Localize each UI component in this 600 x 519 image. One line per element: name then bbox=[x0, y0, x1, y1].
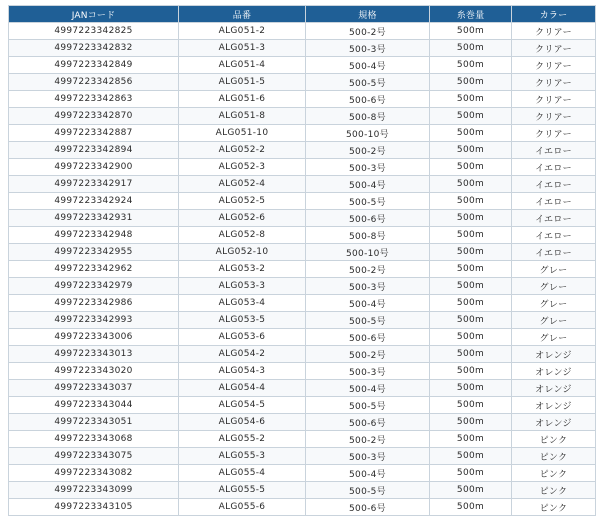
part-number-cell: ALG051-8 bbox=[179, 108, 306, 125]
spool-length-cell: 500m bbox=[430, 74, 512, 91]
jan-code-cell: 4997223343051 bbox=[9, 414, 179, 431]
color-cell: ピンク bbox=[512, 431, 596, 448]
color-cell: クリアー bbox=[512, 108, 596, 125]
part-number-cell: ALG054-3 bbox=[179, 363, 306, 380]
spool-length-cell: 500m bbox=[430, 346, 512, 363]
table-row bbox=[9, 397, 596, 414]
color-cell: クリアー bbox=[512, 57, 596, 74]
spool-length-cell: 500m bbox=[430, 312, 512, 329]
jan-code-cell: 4997223343020 bbox=[9, 363, 179, 380]
color-cell: イエロー bbox=[512, 244, 596, 261]
table-row bbox=[9, 278, 596, 295]
part-number-cell: ALG053-2 bbox=[179, 261, 306, 278]
part-number-cell: ALG054-6 bbox=[179, 414, 306, 431]
color-cell: クリアー bbox=[512, 91, 596, 108]
color-cell: ピンク bbox=[512, 448, 596, 465]
spec-cell: 500-3号 bbox=[306, 159, 430, 176]
spec-cell: 500-10号 bbox=[306, 125, 430, 142]
jan-code-cell: 4997223342948 bbox=[9, 227, 179, 244]
part-number-cell: ALG053-6 bbox=[179, 329, 306, 346]
header-color: カラー bbox=[512, 6, 596, 23]
color-cell: オレンジ bbox=[512, 380, 596, 397]
jan-code-cell: 4997223343068 bbox=[9, 431, 179, 448]
part-number-cell: ALG054-5 bbox=[179, 397, 306, 414]
spec-cell: 500-3号 bbox=[306, 448, 430, 465]
table-row bbox=[9, 40, 596, 57]
spec-cell: 500-2号 bbox=[306, 346, 430, 363]
spec-cell: 500-8号 bbox=[306, 227, 430, 244]
table-header bbox=[9, 6, 596, 23]
spec-cell: 500-3号 bbox=[306, 363, 430, 380]
table-row bbox=[9, 482, 596, 499]
jan-code-cell: 4997223342894 bbox=[9, 142, 179, 159]
part-number-cell: ALG053-4 bbox=[179, 295, 306, 312]
spec-cell: 500-4号 bbox=[306, 465, 430, 482]
jan-code-cell: 4997223342993 bbox=[9, 312, 179, 329]
spool-length-cell: 500m bbox=[430, 448, 512, 465]
part-number-cell: ALG052-8 bbox=[179, 227, 306, 244]
spec-cell: 500-2号 bbox=[306, 261, 430, 278]
jan-code-cell: 4997223342849 bbox=[9, 57, 179, 74]
product-spec-table bbox=[8, 5, 596, 516]
table-row bbox=[9, 448, 596, 465]
color-cell: オレンジ bbox=[512, 414, 596, 431]
spool-length-cell: 500m bbox=[430, 159, 512, 176]
color-cell: イエロー bbox=[512, 227, 596, 244]
header-jan-code: JANコード bbox=[9, 6, 179, 23]
jan-code-cell: 4997223342955 bbox=[9, 244, 179, 261]
spec-cell: 500-5号 bbox=[306, 193, 430, 210]
spool-length-cell: 500m bbox=[430, 142, 512, 159]
part-number-cell: ALG055-6 bbox=[179, 499, 306, 516]
jan-code-cell: 4997223342870 bbox=[9, 108, 179, 125]
spool-length-cell: 500m bbox=[430, 278, 512, 295]
part-number-cell: ALG051-5 bbox=[179, 74, 306, 91]
part-number-cell: ALG055-5 bbox=[179, 482, 306, 499]
table-row bbox=[9, 465, 596, 482]
jan-code-cell: 4997223342900 bbox=[9, 159, 179, 176]
table-row bbox=[9, 499, 596, 516]
color-cell: イエロー bbox=[512, 176, 596, 193]
spool-length-cell: 500m bbox=[430, 482, 512, 499]
spool-length-cell: 500m bbox=[430, 363, 512, 380]
jan-code-cell: 4997223343037 bbox=[9, 380, 179, 397]
part-number-cell: ALG052-5 bbox=[179, 193, 306, 210]
spec-cell: 500-3号 bbox=[306, 40, 430, 57]
part-number-cell: ALG055-3 bbox=[179, 448, 306, 465]
spec-cell: 500-8号 bbox=[306, 108, 430, 125]
jan-code-cell: 4997223342924 bbox=[9, 193, 179, 210]
spool-length-cell: 500m bbox=[430, 465, 512, 482]
table-row bbox=[9, 431, 596, 448]
part-number-cell: ALG055-4 bbox=[179, 465, 306, 482]
table-row bbox=[9, 244, 596, 261]
spec-cell: 500-6号 bbox=[306, 499, 430, 516]
table-row bbox=[9, 91, 596, 108]
part-number-cell: ALG054-2 bbox=[179, 346, 306, 363]
header-spec: 規格 bbox=[306, 6, 430, 23]
part-number-cell: ALG051-6 bbox=[179, 91, 306, 108]
jan-code-cell: 4997223342986 bbox=[9, 295, 179, 312]
jan-code-cell: 4997223343044 bbox=[9, 397, 179, 414]
color-cell: ピンク bbox=[512, 465, 596, 482]
table-row bbox=[9, 57, 596, 74]
part-number-cell: ALG052-6 bbox=[179, 210, 306, 227]
color-cell: クリアー bbox=[512, 74, 596, 91]
spool-length-cell: 500m bbox=[430, 193, 512, 210]
color-cell: ピンク bbox=[512, 482, 596, 499]
part-number-cell: ALG052-3 bbox=[179, 159, 306, 176]
part-number-cell: ALG051-3 bbox=[179, 40, 306, 57]
table-row bbox=[9, 74, 596, 91]
product-spec-table-container bbox=[8, 5, 595, 516]
color-cell: グレー bbox=[512, 312, 596, 329]
spool-length-cell: 500m bbox=[430, 40, 512, 57]
color-cell: オレンジ bbox=[512, 363, 596, 380]
spec-cell: 500-2号 bbox=[306, 23, 430, 40]
jan-code-cell: 4997223342931 bbox=[9, 210, 179, 227]
table-row bbox=[9, 380, 596, 397]
spec-cell: 500-6号 bbox=[306, 91, 430, 108]
table-row bbox=[9, 295, 596, 312]
spool-length-cell: 500m bbox=[430, 23, 512, 40]
spec-cell: 500-4号 bbox=[306, 380, 430, 397]
jan-code-cell: 4997223342962 bbox=[9, 261, 179, 278]
table-row bbox=[9, 227, 596, 244]
table-row bbox=[9, 142, 596, 159]
jan-code-cell: 4997223342887 bbox=[9, 125, 179, 142]
spool-length-cell: 500m bbox=[430, 499, 512, 516]
spec-cell: 500-5号 bbox=[306, 482, 430, 499]
color-cell: クリアー bbox=[512, 23, 596, 40]
table-row bbox=[9, 125, 596, 142]
spec-cell: 500-10号 bbox=[306, 244, 430, 261]
spec-cell: 500-5号 bbox=[306, 74, 430, 91]
part-number-cell: ALG053-3 bbox=[179, 278, 306, 295]
spool-length-cell: 500m bbox=[430, 210, 512, 227]
spool-length-cell: 500m bbox=[430, 397, 512, 414]
spool-length-cell: 500m bbox=[430, 125, 512, 142]
spec-cell: 500-4号 bbox=[306, 57, 430, 74]
spool-length-cell: 500m bbox=[430, 380, 512, 397]
spool-length-cell: 500m bbox=[430, 295, 512, 312]
spool-length-cell: 500m bbox=[430, 227, 512, 244]
header-part-number: 品番 bbox=[179, 6, 306, 23]
color-cell: イエロー bbox=[512, 193, 596, 210]
table-row bbox=[9, 23, 596, 40]
table-row bbox=[9, 261, 596, 278]
spec-cell: 500-5号 bbox=[306, 312, 430, 329]
color-cell: イエロー bbox=[512, 142, 596, 159]
table-row bbox=[9, 346, 596, 363]
jan-code-cell: 4997223342825 bbox=[9, 23, 179, 40]
spec-cell: 500-3号 bbox=[306, 278, 430, 295]
table-row bbox=[9, 414, 596, 431]
table-row bbox=[9, 210, 596, 227]
spec-cell: 500-6号 bbox=[306, 210, 430, 227]
color-cell: クリアー bbox=[512, 40, 596, 57]
spec-cell: 500-6号 bbox=[306, 414, 430, 431]
part-number-cell: ALG052-4 bbox=[179, 176, 306, 193]
table-row bbox=[9, 193, 596, 210]
part-number-cell: ALG054-4 bbox=[179, 380, 306, 397]
part-number-cell: ALG051-4 bbox=[179, 57, 306, 74]
jan-code-cell: 4997223343013 bbox=[9, 346, 179, 363]
spec-cell: 500-2号 bbox=[306, 431, 430, 448]
part-number-cell: ALG052-10 bbox=[179, 244, 306, 261]
header-spool-length: 糸巻量 bbox=[430, 6, 512, 23]
color-cell: イエロー bbox=[512, 159, 596, 176]
part-number-cell: ALG055-2 bbox=[179, 431, 306, 448]
spool-length-cell: 500m bbox=[430, 329, 512, 346]
header-row bbox=[9, 6, 596, 23]
jan-code-cell: 4997223342917 bbox=[9, 176, 179, 193]
color-cell: グレー bbox=[512, 295, 596, 312]
jan-code-cell: 4997223343082 bbox=[9, 465, 179, 482]
table-body bbox=[9, 23, 596, 516]
color-cell: イエロー bbox=[512, 210, 596, 227]
color-cell: クリアー bbox=[512, 125, 596, 142]
color-cell: オレンジ bbox=[512, 397, 596, 414]
jan-code-cell: 4997223343006 bbox=[9, 329, 179, 346]
spool-length-cell: 500m bbox=[430, 108, 512, 125]
spec-cell: 500-6号 bbox=[306, 329, 430, 346]
jan-code-cell: 4997223342856 bbox=[9, 74, 179, 91]
table-row bbox=[9, 159, 596, 176]
table-row bbox=[9, 329, 596, 346]
spool-length-cell: 500m bbox=[430, 261, 512, 278]
jan-code-cell: 4997223342979 bbox=[9, 278, 179, 295]
part-number-cell: ALG053-5 bbox=[179, 312, 306, 329]
jan-code-cell: 4997223343099 bbox=[9, 482, 179, 499]
jan-code-cell: 4997223343105 bbox=[9, 499, 179, 516]
color-cell: グレー bbox=[512, 261, 596, 278]
table-row bbox=[9, 108, 596, 125]
part-number-cell: ALG051-10 bbox=[179, 125, 306, 142]
spool-length-cell: 500m bbox=[430, 57, 512, 74]
part-number-cell: ALG051-2 bbox=[179, 23, 306, 40]
table-row bbox=[9, 176, 596, 193]
color-cell: ピンク bbox=[512, 499, 596, 516]
color-cell: オレンジ bbox=[512, 346, 596, 363]
spec-cell: 500-2号 bbox=[306, 142, 430, 159]
spec-cell: 500-4号 bbox=[306, 176, 430, 193]
jan-code-cell: 4997223342863 bbox=[9, 91, 179, 108]
spec-cell: 500-4号 bbox=[306, 295, 430, 312]
spool-length-cell: 500m bbox=[430, 176, 512, 193]
color-cell: グレー bbox=[512, 329, 596, 346]
spool-length-cell: 500m bbox=[430, 91, 512, 108]
spool-length-cell: 500m bbox=[430, 431, 512, 448]
table-row bbox=[9, 312, 596, 329]
part-number-cell: ALG052-2 bbox=[179, 142, 306, 159]
spool-length-cell: 500m bbox=[430, 414, 512, 431]
color-cell: グレー bbox=[512, 278, 596, 295]
jan-code-cell: 4997223343075 bbox=[9, 448, 179, 465]
jan-code-cell: 4997223342832 bbox=[9, 40, 179, 57]
spec-cell: 500-5号 bbox=[306, 397, 430, 414]
spool-length-cell: 500m bbox=[430, 244, 512, 261]
table-row bbox=[9, 363, 596, 380]
